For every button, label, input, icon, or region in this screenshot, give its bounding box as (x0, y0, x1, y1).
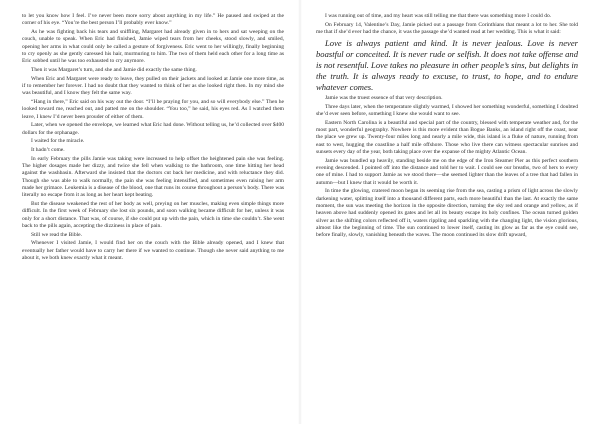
page-gutter (298, 0, 302, 424)
bible-quote: Love is always patient and kind. It is never jealous. Love is never boastful or conceited. It is never rude or selfish. It does not take offense and is not resentful. Love takes no pleasure in other people’s sins, but delights in the truth. It is always ready to excuse, to trust, to hope, and to endure whatever comes. (316, 37, 579, 93)
paragraph: But the disease weakened the rest of her body as well, preying on her muscles, making even simple things more difficult. In the first week of February she lost six pounds, and soon walking became difficult for her, unless it was only for a short distance. That was, of course, if she could put up with the pain, which in time she couldn’t. She went back to the pills again, accepting the dizziness in place of pain. (22, 200, 284, 229)
left-page (22, 13, 284, 264)
paragraph: In time the glowing, cratered moon began its seeming rise from the sea, casting a prism of light across the slowly darkening water, splitting itself into a thousand different parts, each more beautiful than the last. At exactly the same moment, the sun was meeting the horizon in the opposite direction, turning the sky red and orange and yellow, as if heaven above had suddenly opened its gates and let all its beauty escape its holy confines. The ocean turned golden silver as the shifting colors reflected off it, waters rippling and sparkling with the changing light, the vision glorious, almost like the beginning of time. The sun continued to lower itself, casting its glow as far as the eye could see, before finally, slowly, vanishing beneath the waves. The moon continued its slow drift upward, (316, 188, 578, 239)
paragraph: Eastern North Carolina is a beautiful and special part of the country, blessed with temperate weather and, for the most part, wonderful geography. Nowhere is this more evident than Bogue Banks, an island right off the coast, near the place we grew up. Twenty-four miles long and nearly a mile wide, this island is a fluke of nature, running from east to west, hugging the coastline a half mile offshore. Those who live there can witness spectacular sunrises and sunsets every day of the year, both taking place over the expanse of the mighty Atlantic Ocean. (316, 119, 578, 155)
paragraph: When Eric and Margaret were ready to leave, they pulled on their jackets and looked at Jamie one more time, as if to remember her forever. I had no doubt that they wanted to think of her as she looked right then. In my mind she was beautiful, and I know they felt the same way. (22, 75, 284, 97)
paragraph: Still we read the Bible. (31, 231, 82, 238)
paragraph: Whenever I visited Jamie, I would find her on the couch with the Bible already opened, and I knew that eventually her father would have to carry her there if we wanted to continue. Though she never said anything to me about it, we both knew exactly what it meant. (22, 240, 284, 261)
paragraph: Three days later, when the temperature slightly warmed, I showed her something wonderful, something I doubted she’d ever seen before, something I knew she would want to see. (316, 103, 578, 117)
paragraph: Then it was Margaret’s turn, and she and Jamie did exactly the same thing. (31, 67, 197, 73)
paragraph: In early February the pills Jamie was taking were increased to help offset the heightened pain she was feeling. The higher dosages made her dizzy, and twice she fell when walking to the bathroom, one time hitting her head against the washbasin. Afterward she insisted that the doctors cut back her medicine, and with reluctance they did. Though she was able to walk normally, the pain she was feeling intensified, and sometimes even raising her arm made her grimace. Leukemia is a disease of the blood, one that runs its course throughout a person’s body. There was literally no escape from it as long as her heart kept beating. (22, 155, 284, 199)
paragraph: Jamie was the truest essence of that very description. (325, 94, 443, 101)
paragraph: I waited for the miracle. (31, 138, 85, 145)
paragraph: I was running out of time, and my heart was still telling me that there was something more I could do. (325, 13, 552, 19)
right-body-text (316, 95, 578, 240)
paragraph: It hadn’t come. (31, 146, 65, 153)
right-page (316, 13, 578, 241)
paragraph: to let you know how I feel. I’ve never been more sorry about anything in my life.” He paused and swiped at the corner of his eye. “You’re the best person I’ll probably ever know.” (22, 13, 284, 27)
paragraph: Later, when we opened the envelope, we learned what Eric had done. Without telling us, he’d collected over $400 dollars for the orphanage. (22, 122, 284, 136)
paragraph: On February 14, Valentine’s Day, Jamie picked out a passage from Corinthians that meant a lot to her. She told me that if she’d ever had the chance, it was the passage she’d wanted read at her wedding. This is what it said: (316, 21, 578, 35)
right-intro-text (316, 13, 578, 36)
paragraph: Jamie was bundled up heavily, standing beside me on the edge of the Iron Steamer Pier as this perfect southern evening descended. I pointed off into the distance and told her to wait. I could see our breaths, two of hers to every one of mine. I had to support Jamie as we stood there—she seemed lighter than the leaves of a tree that had fallen in autumn—but I knew that it would be worth it. (316, 157, 578, 186)
paragraph: As he was fighting back his tears and sniffling, Margaret had already given in to hers and sat weeping on the couch, unable to speak. When Eric had finished, Jamie wiped tears from her cheeks, stood slowly, and smiled, opening her arms in what could only be called a gesture of forgiveness. Eric went to her willingly, finally beginning to cry openly as she gently caressed his hair, murmuring to him. The two of them held each other for a long time as Eric sobbed until he was too exhausted to cry anymore. (22, 28, 284, 65)
paragraph: “Hang in there,” Eric said on his way out the door. “I’ll be praying for you, and so will everybody else.” Then he looked toward me, reached out, and patted me on the shoulder. “You too,” he said, his eyes red. As I watched them leave, I knew I’d never been prouder of either of them. (22, 98, 284, 120)
